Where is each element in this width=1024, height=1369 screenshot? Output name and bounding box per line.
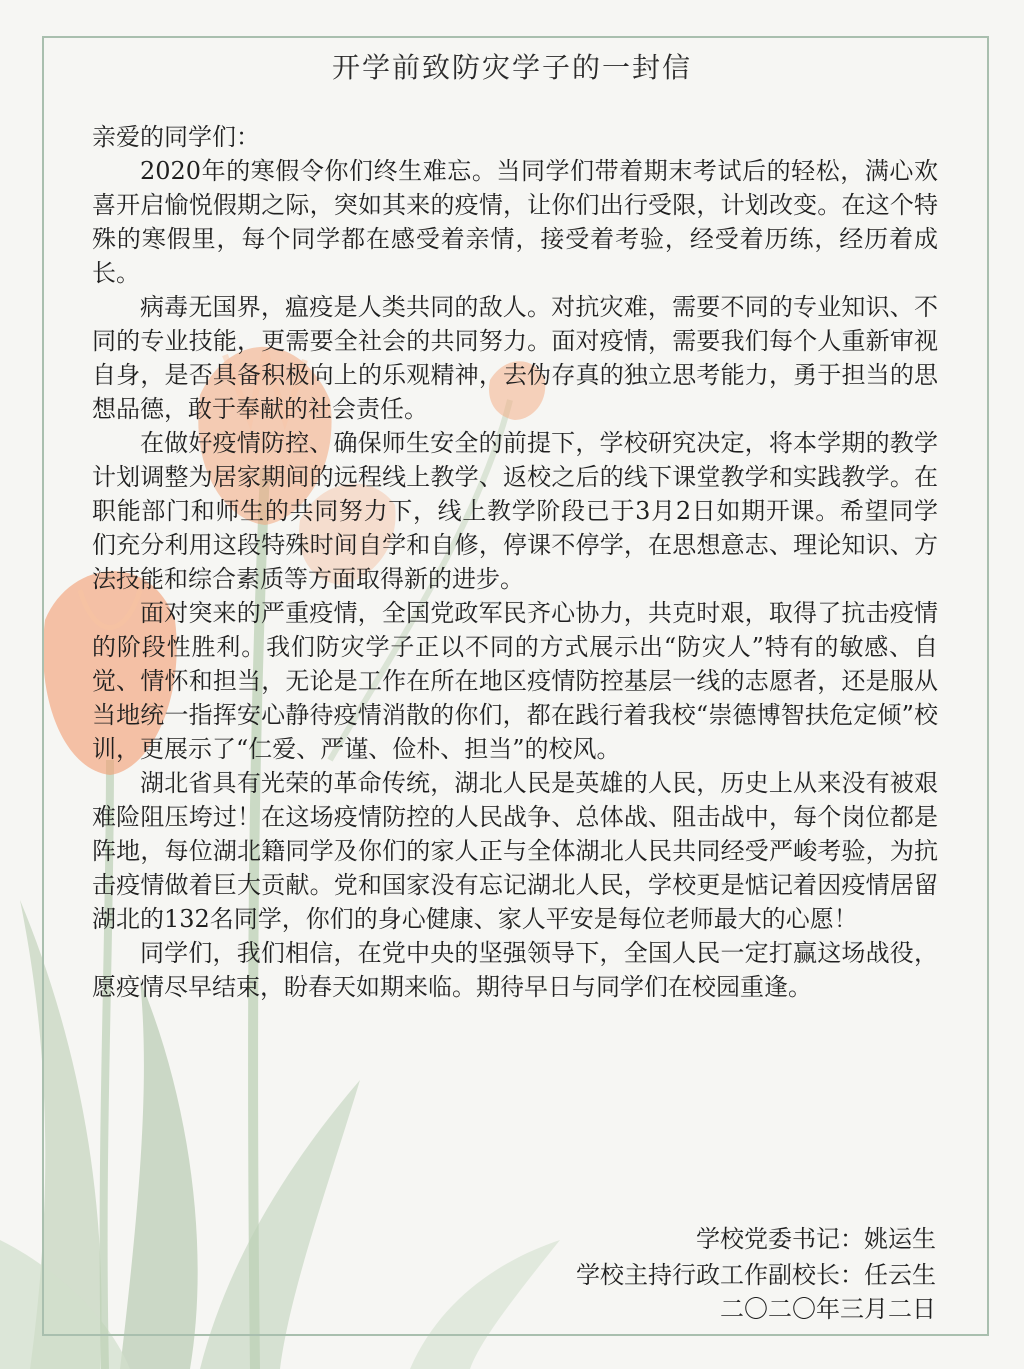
- paragraph: 病毒无国界，瘟疫是人类共同的敌人。对抗灾难，需要不同的专业知识、不同的专业技能，更需要全社会的共同努力。面对疫情，需要我们每个人重新审视自身，是否具备积极向上的乐观精神，去伪存真的独立思考能力，勇于担当的思想品德，敢于奉献的社会责任。: [92, 293, 938, 423]
- letter-body: [92, 120, 938, 1004]
- paragraph: 在做好疫情防控、确保师生安全的前提下，学校研究决定，将本学期的教学计划调整为居家期间的远程线上教学、返校之后的线下课堂教学和实践教学。在职能部门和师生的共同努力下，线上教学阶段已于3月2日如期开课。希望同学们充分利用这段特殊时间自学和自修，停课不停学，在思想意志、理论知识、方法技能和综合素质等方面取得新的进步。: [92, 429, 938, 593]
- paragraph: 2020年的寒假令你们终生难忘。当同学们带着期末考试后的轻松，满心欢喜开启愉悦假期之际，突如其来的疫情，让你们出行受限，计划改变。在这个特殊的寒假里，每个同学都在感受着亲情，接受着考验，经受着历练，经历着成长。: [92, 157, 938, 287]
- signature-vice-president: 学校主持行政工作副校长：任云生: [576, 1261, 936, 1289]
- letter-title: 开学前致防灾学子的一封信: [331, 51, 692, 84]
- letter-date: 二〇二〇年三月二日: [720, 1295, 936, 1323]
- salutation: 亲爱的同学们：: [92, 123, 260, 151]
- signature-party-secretary: 学校党委书记：姚运生: [696, 1225, 936, 1253]
- paragraph: 同学们，我们相信，在党中央的坚强领导下，全国人民一定打赢这场战役，愿疫情尽早结束，盼春天如期来临。期待早日与同学们在校园重逢。: [92, 939, 938, 1001]
- paragraph: 湖北省具有光荣的革命传统，湖北人民是英雄的人民，历史上从来没有被艰难险阻压垮过！在这场疫情防控的人民战争、总体战、阻击战中，每个岗位都是阵地，每位湖北籍同学及你们的家人正与全体湖北人民共同经受严峻考验，为抗击疫情做着巨大贡献。党和国家没有忘记湖北人民，学校更是惦记着因疫情居留湖北的132名同学，你们的身心健康、家人平安是每位老师最大的心愿！: [92, 769, 938, 933]
- paragraph: 面对突来的严重疫情，全国党政军民齐心协力，共克时艰，取得了抗击疫情的阶段性胜利。我们防灾学子正以不同的方式展示出“防灾人”特有的敏感、自觉、情怀和担当，无论是工作在所在地区疫情防控基层一线的志愿者，还是服从当地统一指挥安心静待疫情消散的你们，都在践行着我校“崇德博智扶危定倾”校训，更展示了“仁爱、严谨、俭朴、担当”的校风。: [92, 599, 938, 763]
